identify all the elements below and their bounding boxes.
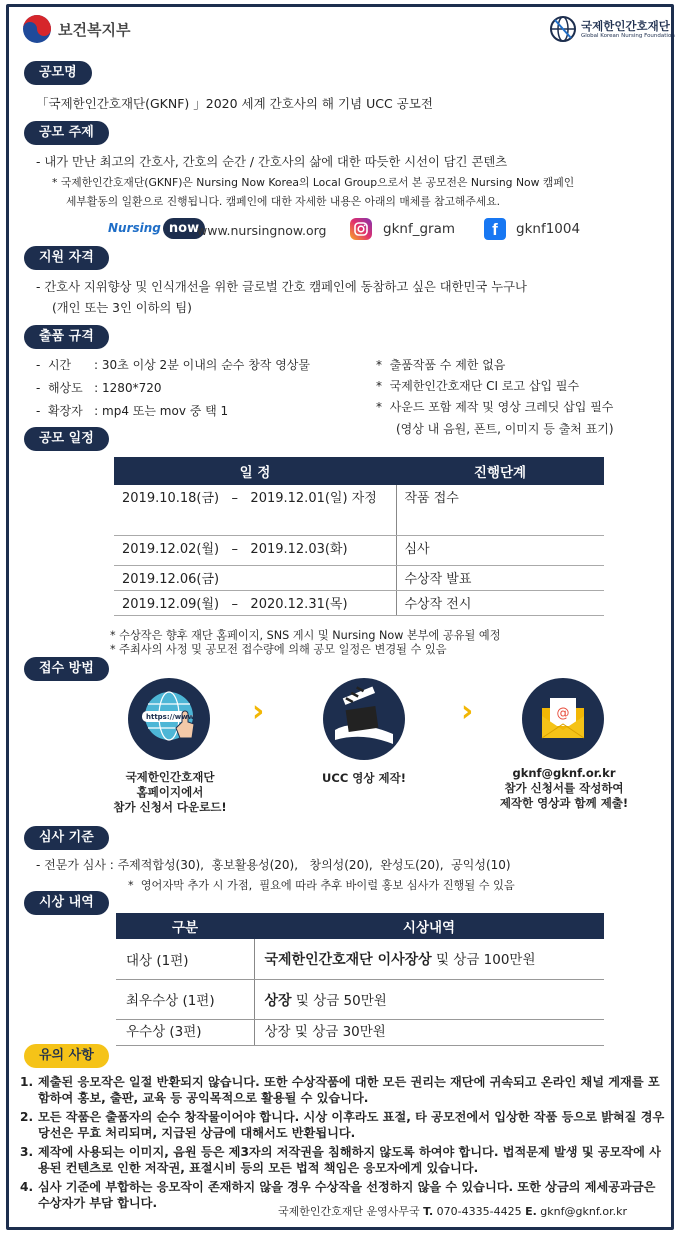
nursing-now-badge: now: [163, 218, 205, 239]
table-row: [116, 979, 604, 1019]
section-awards: 시상 내역: [24, 891, 109, 915]
schedule-date: 2019.10.18(금) – 2019.12.01(일) 자정: [114, 485, 396, 535]
table-row: [114, 485, 604, 535]
award-rank: 대상 (1편): [116, 939, 254, 979]
section-spec: 출품 규격: [24, 325, 109, 349]
section-criteria: 심사 기준: [24, 826, 109, 850]
section-notes: 유의 사항: [24, 1044, 109, 1068]
section-eligibility: 지원 자격: [24, 246, 109, 270]
ministry-logo: [22, 14, 52, 44]
schedule-header-date: 일 정: [114, 457, 396, 485]
nursing-now-brand: Nursing: [108, 221, 161, 235]
theme-text: - 내가 만난 최고의 간호사, 간호의 순간 / 간호사의 삶에 대한 따듯한 시선이 담긴 콘텐츠: [36, 155, 508, 169]
eligibility-text: - 간호사 지위향상 및 인식개선을 위한 글로벌 간호 캠페인에 동참하고 싶은 대한민국 누구나: [36, 280, 527, 294]
step-download-line: 국제한인간호재단: [125, 770, 215, 784]
instagram-handle[interactable]: gknf_gram: [383, 221, 455, 237]
table-row: [114, 565, 604, 590]
award-prize-rest: 및 상금 50만원: [291, 992, 387, 1009]
table-row: [114, 535, 604, 565]
globe-logo-icon: [549, 15, 577, 43]
table-row: [116, 1019, 604, 1045]
ministry-emblem-icon: [22, 14, 52, 44]
award-prize-bold: 국제한인간호재단 이사장상: [264, 952, 432, 969]
note-text: 모든 작품은 출품자의 순수 창작물이어야 합니다. 시상 이후라도 표절, 타 공모전에서 입상한 작품 등으로 밝혀질 경우 당선은 무효 처리되며, 지급된 상금에 대해서도 반환됩니다.: [38, 1110, 665, 1140]
step-email-address[interactable]: gknf@gknf.or.kr: [512, 766, 616, 780]
footer-contact: [278, 1203, 627, 1219]
footer-tel: 070-4335-4425: [436, 1205, 522, 1218]
facebook-handle[interactable]: gknf1004: [516, 221, 581, 237]
note-text: 제출된 응모작은 일절 반환되지 않습니다. 또한 수상작품에 대한 모든 권리는 재단에 귀속되고 온라인 채널 게재를 포함하여 홍보, 출판, 교육 등 공익목적으로 활용될 수 있습니다.: [38, 1075, 660, 1105]
step-download-text: [80, 770, 260, 815]
table-row: [114, 590, 604, 615]
list-item: [20, 1144, 670, 1176]
chevron-right-icon: ›: [461, 694, 474, 729]
note-number: 2.: [20, 1110, 34, 1124]
ministry-name: 보건복지부: [58, 21, 131, 39]
awards-header-rank: 구분: [116, 913, 254, 939]
note-number: 1.: [20, 1075, 34, 1089]
list-item: [20, 1074, 670, 1106]
step-download-line: 참가 신청서 다운로드!: [113, 800, 227, 814]
table-row: [116, 939, 604, 979]
step-ucc-circle: [323, 678, 405, 760]
note-number: 3.: [20, 1145, 34, 1159]
schedule-table: [114, 457, 604, 616]
eligibility-team: (개인 또는 3인 이하의 팀): [52, 301, 192, 315]
step-ucc-text: UCC 영상 제작!: [322, 771, 406, 785]
globe-url-label: https://www: [146, 713, 195, 721]
contest-name: 「국제한인간호재단(GKNF) 」2020 세계 간호사의 해 기념 UCC 공모전: [36, 96, 433, 111]
instagram-icon: [350, 218, 372, 240]
footer-email[interactable]: gknf@gknf.or.kr: [540, 1205, 628, 1218]
spec-resolution: - 해상도 : 1280*720: [36, 381, 162, 395]
theme-note-cont: 세부활동의 일환으로 진행됩니다. 캠페인에 대한 자세한 내용은 아래의 매체를 참고해주세요.: [66, 195, 501, 208]
section-title: 공모명: [24, 61, 92, 85]
section-schedule: 공모 일정: [24, 427, 109, 451]
schedule-note-change: * 주최사의 사정 및 공모전 접수량에 의해 공모 일정은 변경될 수 있음: [110, 643, 447, 656]
footer-tel-label: T.: [423, 1205, 434, 1218]
spec-time: - 시간 : 30초 이상 2분 이내의 순수 창작 영상물: [36, 358, 310, 372]
facebook-icon: f: [484, 218, 506, 240]
award-rank: 우수상 (3편): [116, 1019, 254, 1045]
award-prize: 상장 및 상금 30만원: [254, 1019, 604, 1045]
foundation-name: 국제한인간호재단: [581, 19, 670, 33]
note-text: 제작에 사용되는 이미지, 음원 등은 제3자의 저작권을 침해하지 않도록 하여야 합니다. 법적문제 발생 및 공모작에 사용된 컨텐츠로 인한 저작권, 표절시비 등의 모든 법적 책임은 응모자에게 있습니다.: [38, 1145, 661, 1175]
schedule-note: * 수상작은 향후 재단 홈페이지, SNS 게시 및 Nursing Now 본부에 공유될 예정: [110, 629, 501, 642]
criteria-text: - 전문가 심사 : 주제적합성(30), 홍보활용성(20), 창의성(20), 완성도(20), 공익성(10): [36, 858, 511, 872]
notes-list: [20, 1074, 670, 1214]
award-prize-rest: 및 상금 100만원: [431, 952, 536, 969]
awards-table: [116, 913, 604, 1046]
spec-note-source: (영상 내 음원, 폰트, 이미지 등 출처 표기): [396, 422, 614, 436]
foundation-logo: [549, 15, 579, 45]
nursing-now-logo: [108, 217, 205, 241]
section-method: 접수 방법: [24, 657, 109, 681]
list-item: [20, 1109, 670, 1141]
step-email-line: 참가 신청서를 작성하여: [504, 781, 624, 795]
footer-email-label: E.: [525, 1205, 537, 1218]
nursing-now-website[interactable]: www.nursingnow.org: [197, 223, 327, 238]
theme-note: * 국제한인간호재단(GKNF)은 Nursing Now Korea의 Local Group으로서 본 공모전은 Nursing Now 캠페인: [52, 176, 575, 189]
award-rank: 최우수상 (1편): [116, 979, 254, 1019]
spec-note-logo: * 국제한인간호재단 CI 로고 삽입 필수: [376, 379, 580, 393]
schedule-stage: 수상작 전시: [396, 590, 604, 615]
step-download-line: 홈페이지에서: [136, 785, 204, 799]
schedule-stage: 심사: [396, 535, 604, 565]
schedule-date: 2019.12.06(금): [114, 565, 396, 590]
criteria-note: * 영어자막 추가 시 가점, 필요에 따라 추후 바이럴 홍보 심사가 진행될 수 있음: [128, 879, 515, 892]
schedule-date: 2019.12.09(월) – 2020.12.31(목): [114, 590, 396, 615]
award-prize: [254, 979, 604, 1019]
award-prize: [254, 939, 604, 979]
award-prize-bold: 상장: [264, 992, 292, 1009]
footer-office: 국제한인간호재단 운영사무국: [278, 1205, 420, 1218]
spec-extension: - 확장자 : mp4 또는 mov 중 택 1: [36, 404, 229, 418]
clapperboard-icon: [323, 678, 405, 760]
schedule-stage: 수상작 발표: [396, 565, 604, 590]
email-envelope-icon: [522, 678, 604, 760]
note-number: 4.: [20, 1180, 34, 1194]
step-email-text: [484, 766, 644, 811]
foundation-name-en: Global Korean Nursing Foundation: [581, 33, 675, 39]
chevron-right-icon: ›: [252, 694, 265, 729]
step-email-circle: [522, 678, 604, 760]
step-email-line: 제작한 영상과 함께 제출!: [499, 796, 629, 810]
awards-header-prize: 시상내역: [254, 913, 604, 939]
section-theme: 공모 주제: [24, 121, 109, 145]
spec-note-count: * 출품작품 수 제한 없음: [376, 358, 506, 372]
note-text: 심사 기준에 부합하는 응모작이 존재하지 않을 경우 수상작을 선정하지 않을 수 있습니다. 또한 상금의 제세공과금은 수상자가 부담 합니다.: [38, 1180, 656, 1210]
spec-note-credit: * 사운드 포함 제작 및 영상 크레딧 삽입 필수: [376, 400, 614, 414]
schedule-date: 2019.12.02(월) – 2019.12.03(화): [114, 535, 396, 565]
svg-text:@: @: [556, 706, 570, 721]
schedule-header-stage: 진행단계: [396, 457, 604, 485]
schedule-stage: 작품 접수: [396, 485, 604, 535]
